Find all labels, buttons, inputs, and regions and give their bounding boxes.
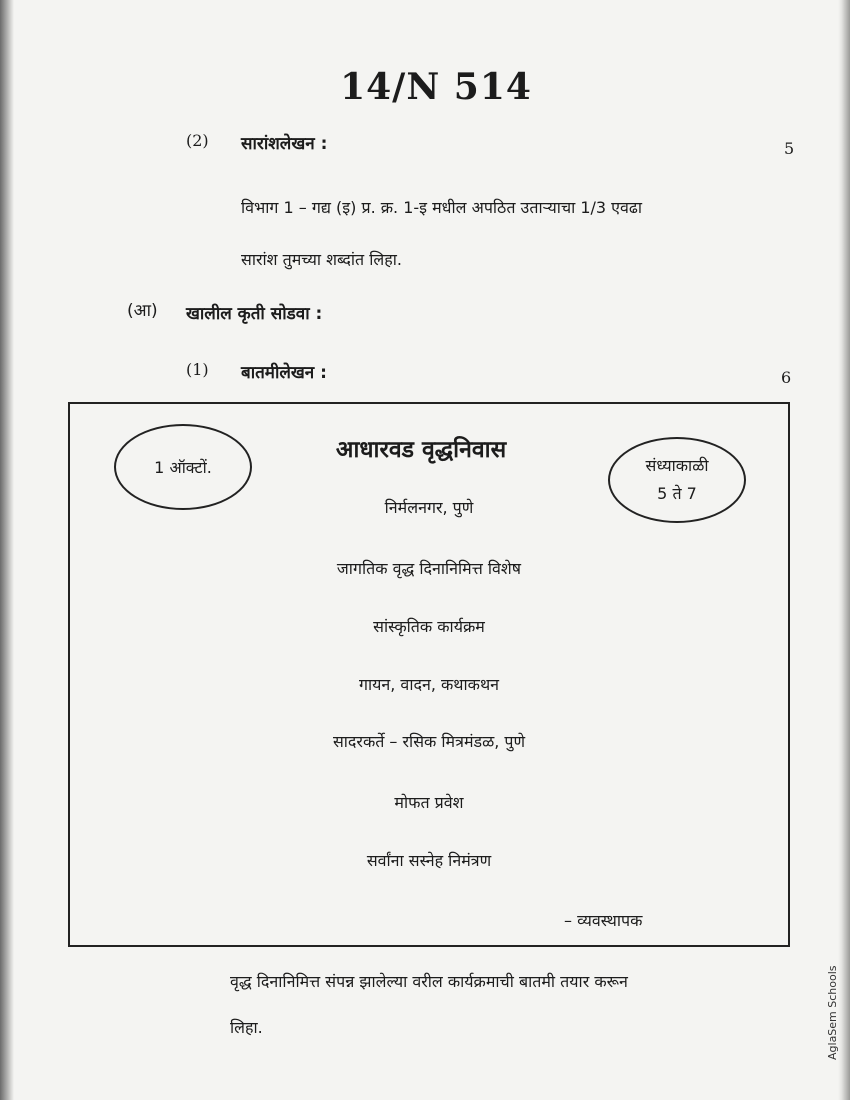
notice-box	[68, 402, 790, 947]
instruction-line1: वृद्ध दिनानिमित्त संपन्न झालेल्या वरील कार्यक्रमाची बातमी तयार करून	[230, 972, 628, 991]
notice-entry: मोफत प्रवेश	[394, 793, 464, 812]
notice-date: 1 ऑक्टों.	[154, 458, 212, 477]
page-right-edge-shadow	[838, 0, 850, 1100]
instruction-line2: लिहा.	[230, 1018, 263, 1037]
notice-title: आधारवड वृद्धनिवास	[335, 437, 507, 463]
notice-items: गायन, वादन, कथाकथन	[358, 675, 500, 694]
q2-marks: 5	[784, 139, 795, 158]
notice-signature: – व्यवस्थापक	[564, 911, 643, 930]
paper-code: 14/N 514	[340, 66, 532, 108]
q2-line1: विभाग 1 – गद्य (इ) प्र. क्र. 1-इ मधील अपठित उताऱ्याचा 1/3 एवढा	[241, 198, 643, 217]
notice-occasion: जागतिक वृद्ध दिनानिमित्त विशेष	[336, 559, 522, 578]
notice-time-line2: 5 ते 7	[657, 484, 697, 503]
section-aa-heading: खालील कृती सोडवा :	[186, 304, 323, 324]
q1-marks: 6	[781, 368, 792, 387]
notice-program: सांस्कृतिक कार्यक्रम	[373, 617, 485, 636]
notice-time-line1: संध्याकाळी	[645, 456, 709, 475]
q1-heading: बातमीलेखन :	[241, 363, 327, 383]
section-aa-label: (आ)	[127, 301, 158, 321]
q2-line2: सारांश तुमच्या शब्दांत लिहा.	[241, 250, 402, 269]
notice-location: निर्मलनगर, पुणे	[384, 498, 474, 517]
watermark: AglaSem Schools	[826, 965, 839, 1060]
q2-heading: सारांशलेखन :	[241, 134, 328, 154]
q1-number: (1)	[186, 360, 209, 379]
notice-presenter: सादरकर्ते – रसिक मित्रमंडळ, पुणे	[332, 732, 526, 751]
page-left-edge-shadow	[0, 0, 14, 1100]
notice-invite: सर्वांना सस्नेह निमंत्रण	[366, 851, 492, 870]
q2-number: (2)	[186, 131, 209, 150]
